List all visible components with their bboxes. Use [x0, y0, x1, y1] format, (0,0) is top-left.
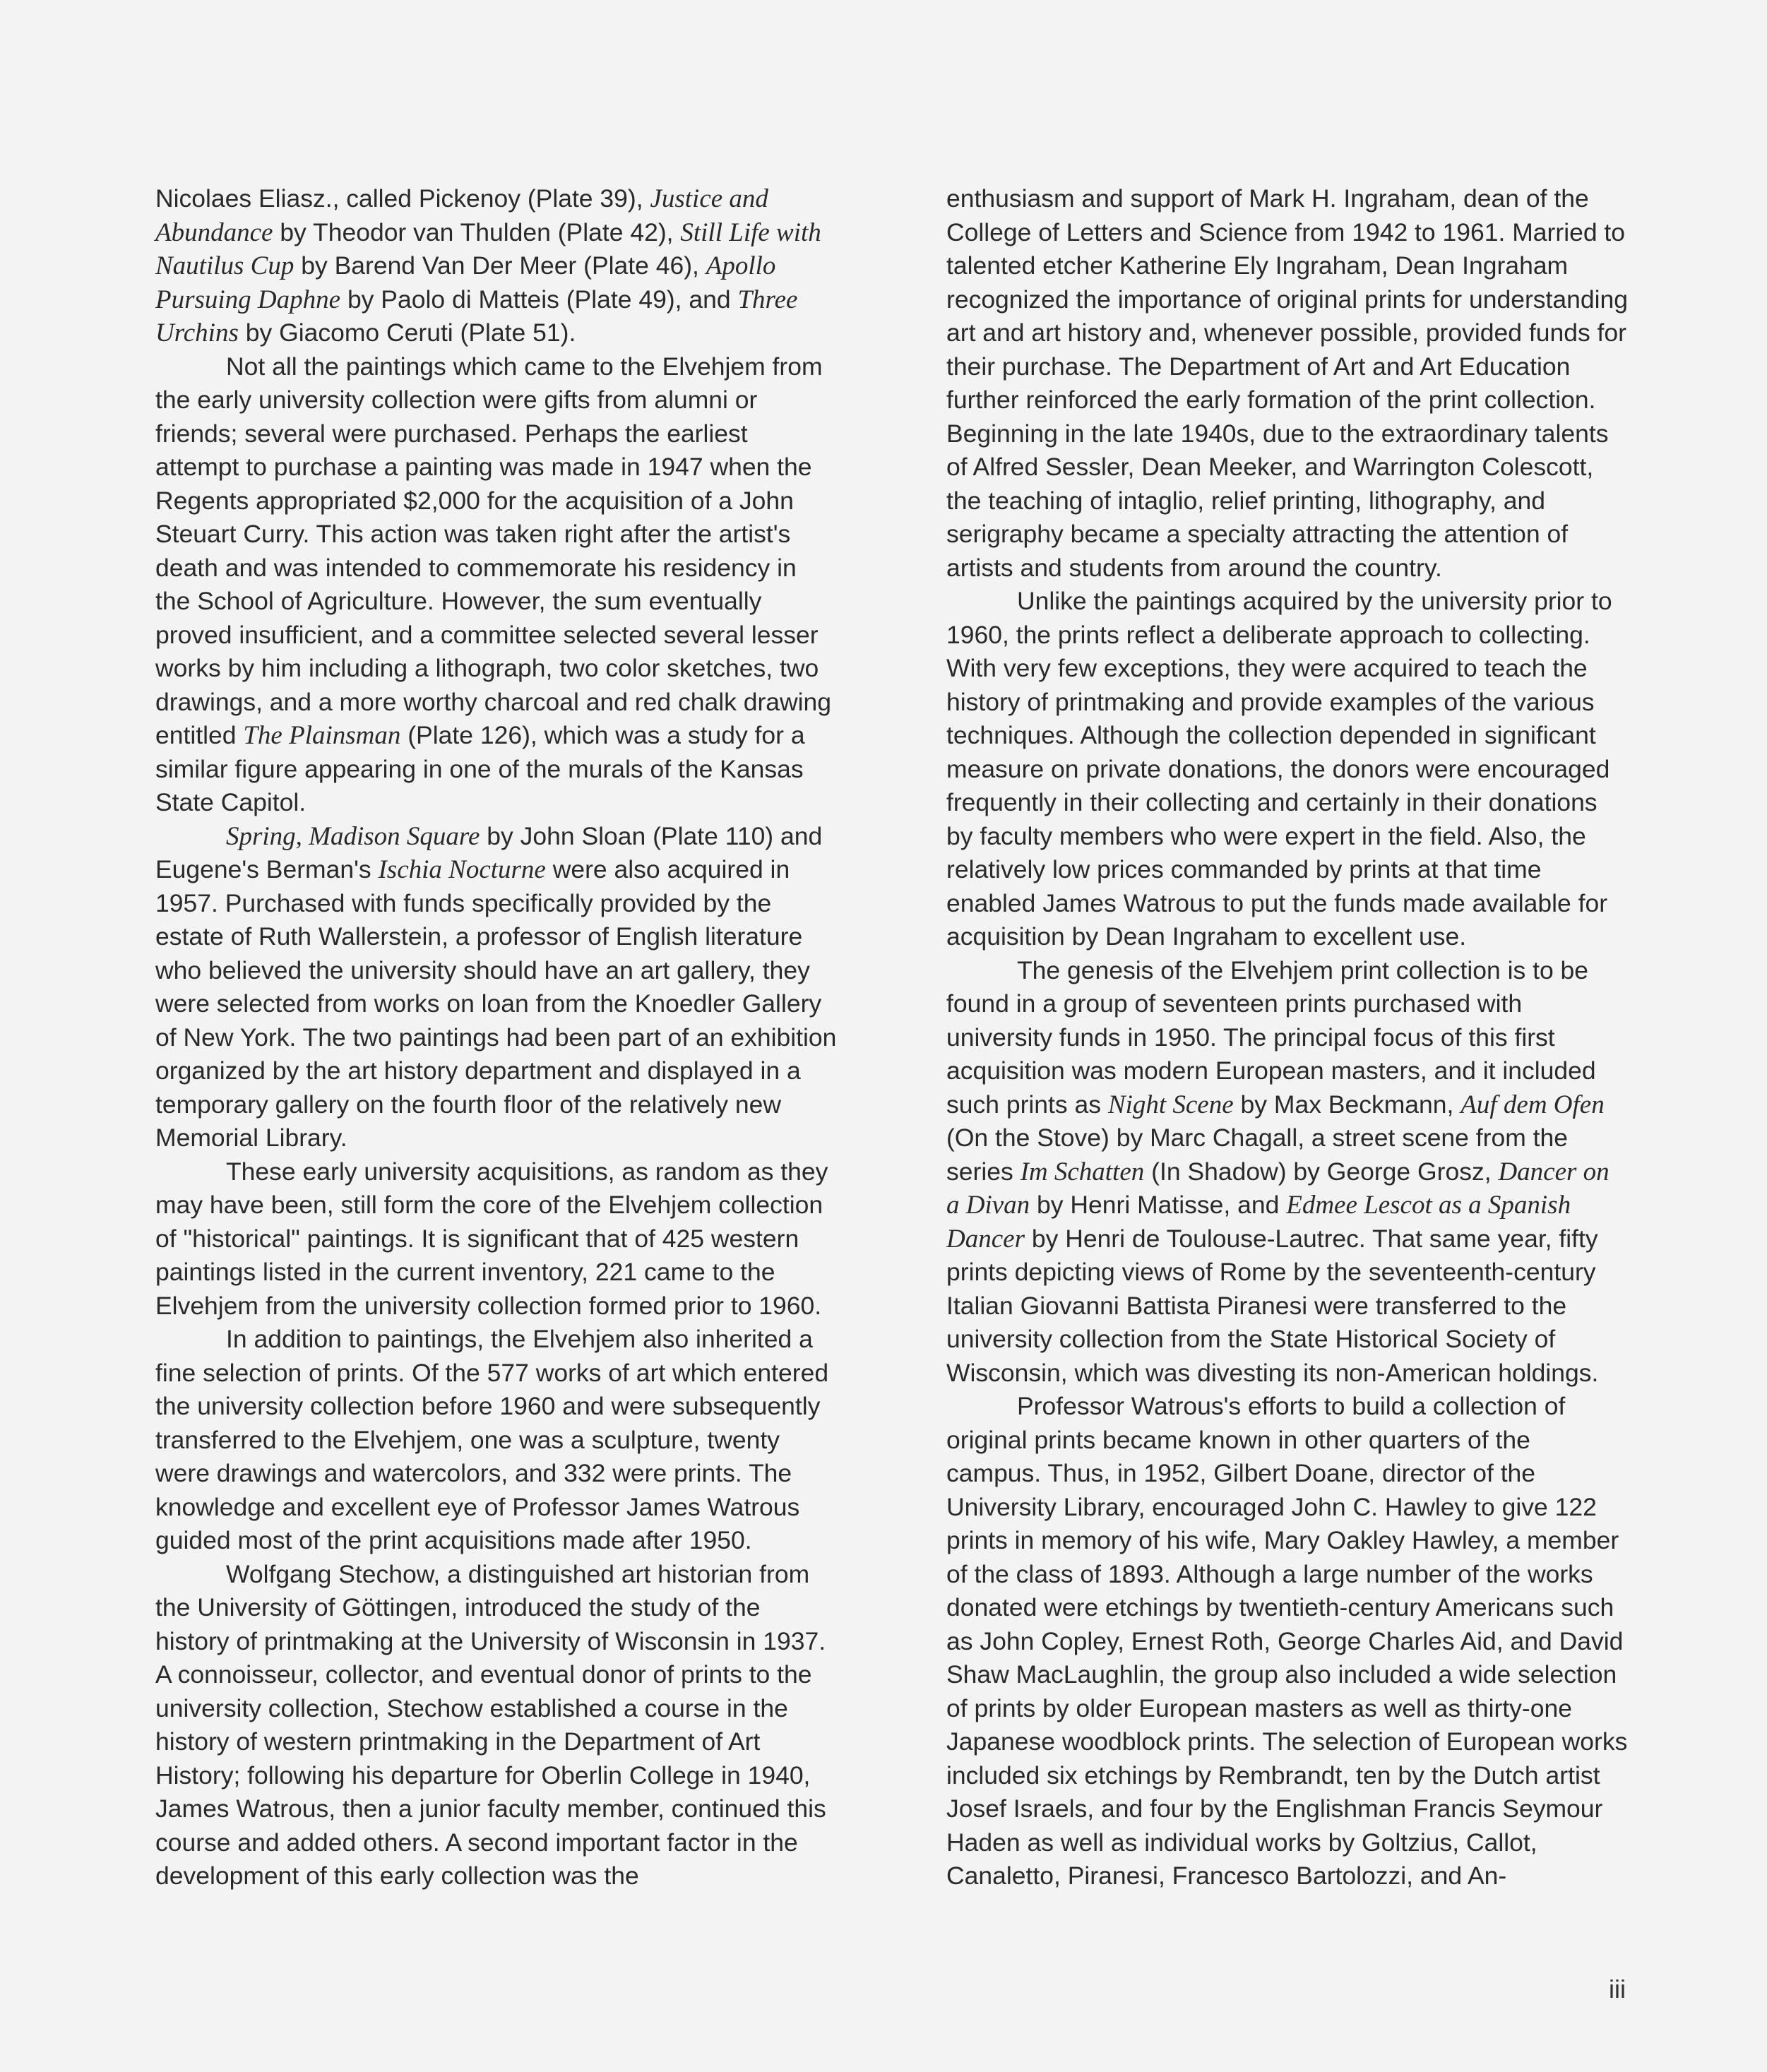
italic-title: Dancer on a Divan [946, 1157, 1610, 1220]
paragraph [155, 182, 837, 350]
italic-title: The Plainsman [243, 721, 401, 750]
text-run: by Theodor van Thulden (Plate 42), [273, 218, 681, 246]
text-run: were also acquired in 1957. Purchased with funds specifically provided by the estate of Ruth Wallerstein, a professor of English literature who believed the university should have an art gallery, they were selected from works on loan from the Knoedler Gallery of New York. The two paintings had been part of an exhibition organized by the art history department and displayed in a temporary gallery on the fourth floor of the relatively new Memorial Library. [155, 855, 837, 1152]
text-run: by Henri de Toulouse-Lautrec. That same year, fifty prints depicting views of Rome by the seventeenth-century Italian Giovanni Battista Piranesi were transferred to the university collection from the State Historical Society of Wisconsin, which was divesting its non-American holdings. [946, 1224, 1599, 1387]
italic-title: Apollo Pursuing Daphne [155, 251, 776, 314]
italic-title: Im Schatten [1020, 1157, 1145, 1186]
text-run: These early university acquisitions, as random as they may have been, still form the core of the Elvehjem collection of "historical" paintings. It is significant that of 425 western paintings listed in the current inventory, 221 came to the Elvehjem from the university collection formed prior to 1960. [155, 1157, 828, 1320]
paragraph [946, 585, 1628, 954]
italic-title: Night Scene [1107, 1090, 1234, 1119]
text-run: by Paolo di Matteis (Plate 49), and [340, 285, 738, 314]
text-run: by Giacomo Ceruti (Plate 51). [238, 318, 576, 347]
text-run: The genesis of the Elvehjem print collection is to be found in a group of seventeen prints purchased with university funds in 1950. The principal focus of this first acquisition was modern European masters, and it included such prints as [946, 955, 1596, 1119]
paragraph [946, 1390, 1628, 1893]
paragraph [155, 1323, 837, 1558]
left-column [155, 182, 837, 1893]
paragraph [155, 820, 837, 1155]
text-run: by Barend Van Der Meer (Plate 46), [294, 251, 706, 280]
paragraph [946, 954, 1628, 1391]
italic-title: Spring, Madison Square [226, 821, 480, 851]
text-run: (Plate 126), which was a study for a similar figure appearing in one of the murals of the Kansas State Capitol. [155, 721, 805, 816]
italic-title: Three Urchins [155, 285, 798, 347]
text-run: by John Sloan (Plate 110) and Eugene's Berman's [155, 821, 823, 883]
right-column [946, 182, 1628, 1893]
italic-title: Still Life with Nautilus Cup [155, 218, 821, 280]
italic-title: Edmee Lescot as a Spanish Dancer [946, 1191, 1571, 1254]
text-run: Unlike the paintings acquired by the university prior to 1960, the prints reflect a deliberate approach to collecting. With very few exceptions, they were acquired to teach the history of printmaking and provide examples of the various techniques. Although the collection depended in significant measure on private donations, the donors were encouraged frequently in their collecting and certainly in their donations by faculty members who were expert in the field. Also, the relatively low prices commanded by prints at that time enabled James Watrous to put the funds made available for acquisition by Dean Ingraham to excellent use. [946, 587, 1612, 951]
text-run: enthusiasm and support of Mark H. Ingraham, dean of the College of Letters and Science from 1942 to 1961. Married to talented etcher Katherine Ely Ingraham, Dean Ingraham recognized the importance of original prints for understanding art and art history and, whenever possible, provided funds for their purchase. The Department of Art and Art Education further reinforced the early formation of the print collection. Beginning in the late 1940s, due to the extraordinary talents of Alfred Sessler, Dean Meeker, and Warrington Colescott, the teaching of intaglio, relief printing, lithography, and serigraphy became a specialty attracting the attention of artists and students from around the country. [946, 184, 1628, 582]
paragraph [155, 1558, 837, 1893]
page-number: iii [1609, 1975, 1626, 2003]
text-run: (In Shadow) by George Grosz, [1144, 1157, 1499, 1186]
paragraph [946, 182, 1628, 585]
text-run: Nicolaes Eliasz., called Pickenoy (Plate 39), [155, 184, 650, 213]
text-run: (On the Stove) by Marc Chagall, a street scene from the series [946, 1124, 1568, 1186]
text-run: by Max Beckmann, [1233, 1090, 1461, 1119]
text-run: Professor Watrous's efforts to build a collection of original prints became known in other quarters of the campus. Thus, in 1952, Gilbert Doane, director of the University Library, encouraged John C. Hawley to give 122 prints in memory of his wife, Mary Oakley Hawley, a member of the class of 1893. Although a large number of the works donated were etchings by twentieth-century Americans such as John Copley, Ernest Roth, George Charles Aid, and David Shaw MacLaughlin, the group also included a wide selection of prints by older European masters as well as thirty-one Japanese woodblock prints. The selection of European works included six etchings by Rembrandt, ten by the Dutch artist Josef Israels, and four by the Englishman Francis Seymour Haden as well as individual works by Goltzius, Callot, Canaletto, Piranesi, Francesco Bartolozzi, and An- [946, 1392, 1628, 1890]
italic-title: Auf dem Ofen [1460, 1090, 1605, 1119]
text-run: In addition to paintings, the Elvehjem also inherited a fine selection of prints. Of the 577 works of art which entered the university collection before 1960 and were subsequently transferred to the Elvehjem, one was a sculpture, twenty were drawings and watercolors, and 332 were prints. The knowledge and excellent eye of Professor James Watrous guided most of the print acquisitions made after 1950. [155, 1325, 829, 1554]
italic-title: Justice and Abundance [155, 184, 768, 247]
text-run: by Henri Matisse, and [1030, 1191, 1287, 1219]
paragraph [155, 350, 837, 820]
text-run: Not all the paintings which came to the Elvehjem from the early university collection were gifts from alumni or friends; several were purchased. Perhaps the earliest attempt to purchase a painting was made in 1947 when the Regents appropriated $2,000 for the acquisition of a John Steuart Curry. This action was taken right after the artist's death and was intended to commemorate his residency in the School of Agriculture. However, the sum eventually proved insufficient, and a committee selected several lesser works by him including a lithograph, two color sketches, two drawings, and a more worthy charcoal and red chalk drawing entitled [155, 352, 832, 749]
italic-title: Ischia Nocturne [378, 855, 546, 884]
text-run: Wolfgang Stechow, a distinguished art historian from the University of Göttingen, introduced the study of the history of printmaking at the University of Wisconsin in 1937. A connoisseur, collector, and eventual donor of prints to the university collection, Stechow established a course in the history of western printmaking in the Department of Art History; following his departure for Oberlin College in 1940, James Watrous, then a junior faculty member, continued this course and added others. A second important factor in the development of this early collection was the [155, 1559, 826, 1890]
paragraph [155, 1155, 837, 1323]
